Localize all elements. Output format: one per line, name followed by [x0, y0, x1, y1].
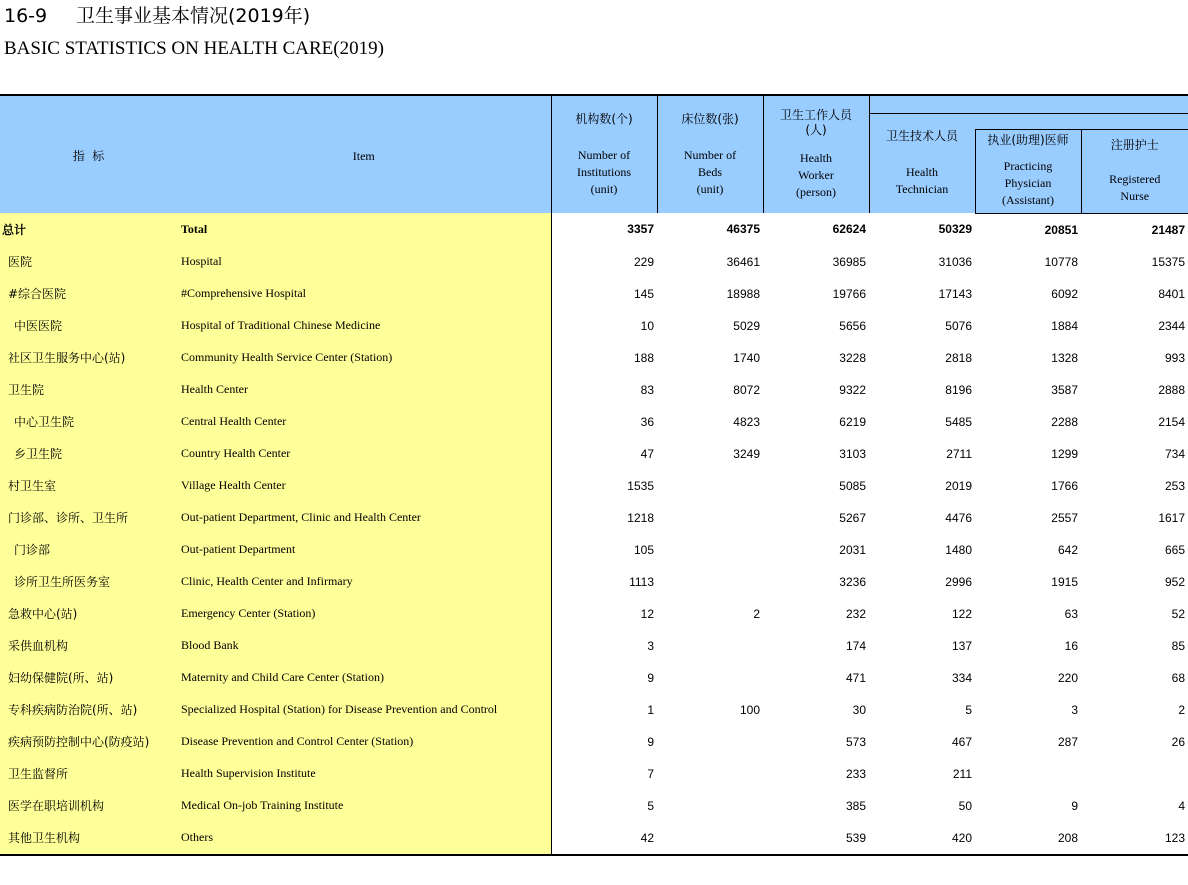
cell-nurse: 665: [1165, 542, 1186, 557]
cell-institutions: 229: [551, 246, 657, 278]
cell-technician: 5076: [945, 318, 972, 333]
cell-technician: 420: [869, 822, 975, 855]
table-row: [0, 278, 1188, 310]
row-label-zh: 疾病预防控制中心(防疫站): [0, 726, 177, 758]
cell-beds: [657, 566, 763, 598]
row-label-en: Community Health Service Center (Station): [177, 342, 551, 374]
cell-technician: 211: [952, 766, 972, 781]
table-row: [0, 790, 1188, 822]
cell-physician: 1884: [1051, 318, 1078, 333]
cell-beds: 2: [753, 606, 760, 621]
cell-institutions: 5: [551, 790, 657, 822]
table-row: [0, 758, 1188, 790]
cell-workers: 232: [845, 606, 866, 621]
cell-physician: 9: [1071, 798, 1078, 813]
cell-physician: 220: [1057, 670, 1078, 685]
cell-workers: 3103: [839, 446, 866, 461]
row-label-en: Out-patient Department: [177, 534, 551, 566]
table-row: [0, 694, 1188, 726]
cell-workers: 62624: [832, 222, 866, 237]
table-row: [0, 470, 1188, 502]
cell-physician: 1915: [1051, 574, 1078, 589]
cell-institutions: 83: [551, 374, 657, 406]
header-institutions: 机构数(个) Number of Institutions (unit): [551, 95, 657, 213]
row-label-zh: #综合医院: [0, 278, 177, 310]
cell-beds: 36461: [726, 254, 760, 269]
cell-workers: 36985: [832, 254, 866, 269]
cell-technician: 1480: [945, 542, 972, 557]
cell-nurse: 2154: [1158, 414, 1186, 429]
table-row: [0, 246, 1188, 278]
cell-beds: [657, 630, 763, 662]
cell-nurse: 2: [1178, 702, 1186, 717]
cell-nurse: 21487: [1151, 222, 1186, 237]
page-title-en: BASIC STATISTICS ON HEALTH CARE(2019): [4, 38, 384, 59]
header-subspacer: [975, 113, 1188, 129]
cell-institutions: 9: [551, 726, 657, 758]
cell-technician: 5: [965, 702, 972, 717]
row-label-en: Out-patient Department, Clinic and Health Center: [177, 502, 551, 534]
cell-technician: 2711: [946, 446, 972, 461]
cell-beds: 8072: [733, 382, 760, 397]
cell-workers: 539: [763, 822, 869, 855]
cell-nurse: 2888: [1158, 382, 1186, 397]
cell-institutions: 1218: [551, 502, 657, 534]
cell-technician: 137: [951, 638, 972, 653]
cell-beds: 5029: [733, 318, 760, 333]
cell-institutions: 1: [551, 694, 657, 726]
cell-beds: [657, 726, 763, 758]
cell-workers: 385: [845, 798, 866, 813]
cell-institutions: 1113: [551, 566, 657, 598]
table-row: [0, 662, 1188, 694]
cell-institutions: 47: [551, 438, 657, 470]
cell-technician: 5485: [945, 414, 972, 429]
cell-nurse: 8401: [1158, 286, 1186, 301]
row-label-zh: 其他卫生机构: [0, 822, 177, 855]
cell-physician: 2288: [1051, 414, 1078, 429]
row-label-zh: 采供血机构: [0, 630, 177, 662]
row-label-en: Hospital: [177, 246, 551, 278]
header-spacer: [869, 95, 1188, 113]
row-label-en: Disease Prevention and Control Center (Station): [177, 726, 551, 758]
cell-institutions: 3: [551, 630, 657, 662]
title-zh-text: 卫生事业基本情况(2019年): [76, 5, 311, 27]
cell-beds: 1740: [733, 350, 760, 365]
cell-nurse: 4: [1178, 798, 1186, 813]
table-row: [0, 342, 1188, 374]
row-label-zh: 门诊部、诊所、卫生所: [0, 502, 177, 534]
cell-technician: 50: [958, 798, 972, 813]
table-body: [0, 213, 1188, 855]
row-label-zh: 社区卫生服务中心(站): [0, 342, 177, 374]
cell-beds: 3249: [733, 446, 760, 461]
header-item-en: Item: [177, 95, 551, 213]
row-label-en: Emergency Center (Station): [177, 598, 551, 630]
cell-beds: [657, 662, 763, 694]
cell-nurse: 993: [1165, 350, 1186, 365]
cell-nurse: 85: [1171, 638, 1186, 653]
row-label-en: #Comprehensive Hospital: [177, 278, 551, 310]
cell-nurse: 52: [1171, 606, 1186, 621]
header-item-zh: 指 标: [0, 95, 177, 213]
cell-physician: 20851: [1044, 222, 1078, 237]
row-label-en: Total: [177, 213, 551, 246]
cell-technician: 17143: [938, 286, 972, 301]
header-workers: 卫生工作人员 (人) Health Worker (person): [763, 95, 869, 213]
cell-physician: 2557: [1051, 510, 1078, 525]
cell-physician: 1299: [1051, 446, 1078, 461]
cell-workers: 573: [845, 734, 866, 749]
cell-institutions: 145: [551, 278, 657, 310]
cell-nurse: 253: [1165, 478, 1186, 493]
table-row: [0, 630, 1188, 662]
table-row: [0, 598, 1188, 630]
cell-nurse: 1617: [1158, 510, 1186, 525]
cell-nurse: [1081, 758, 1188, 790]
cell-physician: 3587: [1051, 382, 1078, 397]
cell-institutions: 10: [551, 310, 657, 342]
table-row: [0, 534, 1188, 566]
row-label-en: Hospital of Traditional Chinese Medicine: [177, 310, 551, 342]
cell-workers: 6219: [839, 414, 866, 429]
table-row: [0, 406, 1188, 438]
cell-workers: 5085: [839, 478, 866, 493]
cell-technician: 2019: [945, 478, 972, 493]
cell-institutions: 42: [551, 822, 657, 855]
cell-institutions: 9: [551, 662, 657, 694]
cell-physician: 10778: [1044, 254, 1078, 269]
cell-nurse: 123: [1081, 822, 1188, 855]
cell-workers: 5656: [839, 318, 866, 333]
row-label-zh: 总计: [0, 213, 177, 246]
cell-nurse: 734: [1165, 446, 1186, 461]
cell-technician: 122: [951, 606, 972, 621]
cell-workers: 9322: [839, 382, 866, 397]
header-physician: 执业(助理)医师 Practicing Physician (Assistant): [975, 129, 1081, 213]
row-label-en: Blood Bank: [177, 630, 551, 662]
table-header: [0, 95, 1188, 213]
row-label-en: Specialized Hospital (Station) for Disease Prevention and Control: [177, 694, 551, 726]
cell-physician: 16: [1064, 638, 1078, 653]
cell-nurse: 952: [1165, 574, 1186, 589]
row-label-zh: 卫生监督所: [0, 758, 177, 790]
cell-beds: 100: [739, 702, 760, 717]
table-row: [0, 438, 1188, 470]
table-row: [0, 726, 1188, 758]
table-row: [0, 374, 1188, 406]
cell-workers: 471: [845, 670, 866, 685]
header-nurse: 注册护士 Registered Nurse: [1081, 129, 1188, 213]
row-label-zh: 医学在职培训机构: [0, 790, 177, 822]
statistics-table-container: [0, 94, 1188, 856]
cell-nurse: 2344: [1158, 318, 1186, 333]
cell-physician: 208: [975, 822, 1081, 855]
cell-workers: 5267: [839, 510, 866, 525]
cell-beds: [657, 534, 763, 566]
table-row: [0, 310, 1188, 342]
row-label-en: Health Supervision Institute: [177, 758, 551, 790]
table-number: 16-9: [4, 5, 48, 27]
cell-workers: 174: [845, 638, 866, 653]
cell-workers: 30: [852, 702, 866, 717]
cell-beds: 4823: [733, 414, 760, 429]
row-label-en: Health Center: [177, 374, 551, 406]
row-label-zh: 急救中心(站): [0, 598, 177, 630]
cell-institutions: 188: [551, 342, 657, 374]
cell-institutions: 3357: [551, 213, 657, 246]
cell-institutions: 36: [551, 406, 657, 438]
cell-institutions: 105: [551, 534, 657, 566]
cell-workers: 2031: [839, 542, 866, 557]
cell-workers: 3236: [839, 574, 866, 589]
cell-physician: 63: [1064, 606, 1078, 621]
table-row: [0, 213, 1188, 246]
cell-workers: 19766: [832, 286, 866, 301]
cell-physician: 287: [1057, 734, 1078, 749]
row-label-zh: 乡卫生院: [0, 438, 177, 470]
cell-institutions: 12: [551, 598, 657, 630]
row-label-en: Country Health Center: [177, 438, 551, 470]
cell-physician: 6092: [1051, 286, 1078, 301]
cell-beds: [657, 790, 763, 822]
cell-technician: 2996: [945, 574, 972, 589]
row-label-zh: 卫生院: [0, 374, 177, 406]
table-row: [0, 822, 1188, 855]
row-label-zh: 专科疾病防治院(所、站): [0, 694, 177, 726]
cell-technician: 50329: [938, 222, 972, 237]
cell-nurse: 68: [1171, 670, 1186, 685]
row-label-zh: 门诊部: [0, 534, 177, 566]
row-label-zh: 村卫生室: [0, 470, 177, 502]
row-label-en: Village Health Center: [177, 470, 551, 502]
header-technician: 卫生技术人员 Health Technician: [869, 113, 975, 213]
cell-beds: [657, 822, 763, 855]
cell-technician: 8196: [945, 382, 972, 397]
cell-technician: 4476: [945, 510, 972, 525]
cell-physician: 1328: [1051, 350, 1078, 365]
cell-workers: 233: [845, 766, 866, 781]
cell-nurse: 15375: [1151, 254, 1186, 269]
cell-beds: [657, 502, 763, 534]
cell-technician: 31036: [938, 254, 972, 269]
cell-beds: [657, 470, 763, 502]
row-label-zh: 诊所卫生所医务室: [0, 566, 177, 598]
cell-physician: 642: [1057, 542, 1078, 557]
cell-technician: 334: [951, 670, 972, 685]
row-label-zh: 中医医院: [0, 310, 177, 342]
cell-beds: 18988: [726, 286, 760, 301]
cell-technician: 467: [951, 734, 972, 749]
cell-technician: 2818: [945, 350, 972, 365]
cell-institutions: 1535: [551, 470, 657, 502]
cell-workers: 3228: [839, 350, 866, 365]
cell-beds: [657, 758, 763, 790]
row-label-zh: 医院: [0, 246, 177, 278]
row-label-en: Central Health Center: [177, 406, 551, 438]
row-label-zh: 妇幼保健院(所、站): [0, 662, 177, 694]
header-beds: 床位数(张) Number of Beds (unit): [657, 95, 763, 213]
cell-beds: 46375: [726, 222, 760, 237]
cell-physician: [975, 758, 1081, 790]
page-title-zh: [4, 4, 310, 28]
statistics-table: [0, 94, 1188, 856]
row-label-en: Others: [177, 822, 551, 855]
table-row: [0, 502, 1188, 534]
row-label-en: Medical On-job Training Institute: [177, 790, 551, 822]
cell-nurse: 26: [1171, 734, 1186, 749]
cell-physician: 1766: [1051, 478, 1078, 493]
row-label-zh: 中心卫生院: [0, 406, 177, 438]
cell-institutions: 7: [551, 758, 657, 790]
cell-physician: 3: [1071, 702, 1078, 717]
table-row: [0, 566, 1188, 598]
row-label-en: Maternity and Child Care Center (Station): [177, 662, 551, 694]
row-label-en: Clinic, Health Center and Infirmary: [177, 566, 551, 598]
